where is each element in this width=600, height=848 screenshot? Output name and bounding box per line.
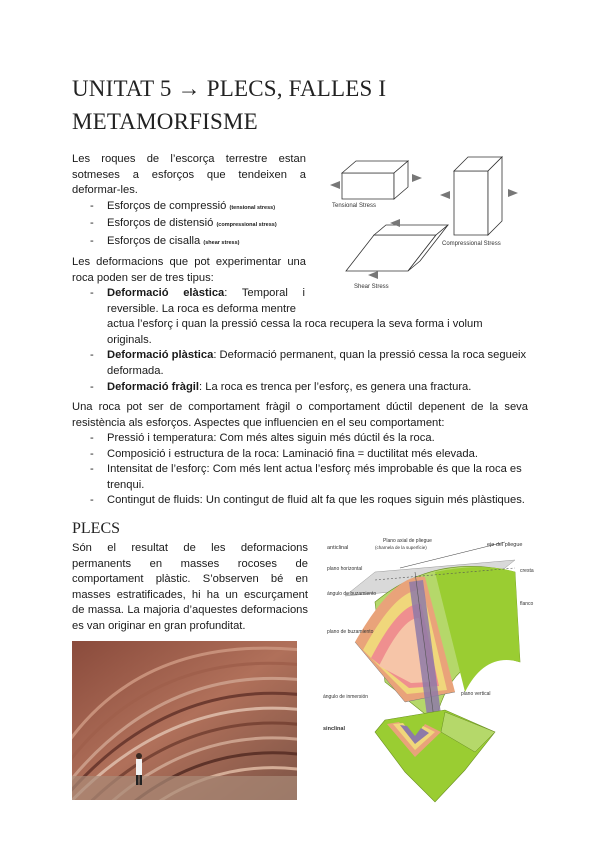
list-item: - Esforços de cisalla (shear stress)	[90, 234, 306, 252]
axial-plane-sub-label: (charnela de la superficie)	[375, 545, 427, 550]
deformations-list	[90, 286, 528, 395]
list-item: - Composició i estructura de la roca: Laminació fina = ductilitat més elevada.	[90, 447, 528, 463]
plastic-term: Deformació plàstica	[107, 349, 214, 362]
fragile-term: Deformació fràgil	[107, 380, 200, 393]
page-title: UNITAT 5 → PLECS, FALLES I METAMORFISME	[72, 76, 387, 134]
behaviour-list	[90, 431, 528, 509]
hinge-label: eje del pliegue	[487, 542, 523, 548]
horizontal-label: plano horizontal	[327, 566, 363, 572]
list-item: - Intensitat de l’esforç: Com més lent actua l’esforç més improbable és que la roca es trenqui.	[90, 462, 528, 493]
flank-label: flanco	[520, 601, 534, 607]
tensional-label: Tensional Stress	[332, 203, 377, 209]
shear-label: Shear Stress	[354, 284, 389, 290]
limb-label: plano de buzamiento	[327, 629, 374, 635]
fold-diagram	[315, 532, 548, 814]
axial-plane-label: Plano axial de pliegue	[383, 538, 432, 544]
plunge-angle-label: ángulo de inmersión	[323, 694, 369, 700]
intro-paragraph: Les roques de l’escorça terrestre estan sotmeses a esforços que tendeixen a deformar-les.	[72, 153, 306, 197]
syncline-diagram	[375, 710, 495, 802]
section-heading-plecs: PLECS	[72, 520, 121, 537]
stress-list	[90, 199, 306, 252]
list-item: - Esforços de compressió (tensional stress)	[90, 199, 306, 217]
crest-label: cresta	[520, 568, 534, 574]
sinclinal-label: sinclinal	[323, 726, 346, 732]
deformations-intro: Les deformacions que pot experimentar una roca poden ser de tres tipus:	[72, 256, 306, 284]
list-item: - Contingut de fluids: Un contingut de fluid alt fa que les roques siguin més plàstiques.	[90, 493, 528, 509]
list-item: - Esforços de distensió (compressional stress)	[90, 216, 306, 234]
list-item: - Deformació fràgil: La roca es trenca per l’esforç, es genera una fractura.	[90, 380, 528, 396]
elastic-term: Deformació elàstica	[107, 287, 225, 299]
intro-section	[72, 152, 306, 252]
vertical-label: plano vertical	[461, 691, 491, 697]
anticlinal-label: anticlinal	[327, 545, 349, 551]
dip-angle-label: ángulo de buzamiento	[327, 591, 377, 597]
list-item: - Deformació plàstica: Deformació permanent, quan la pressió cessa la roca segueix deformada.	[90, 348, 528, 379]
plecs-paragraph: Són el resultat de les deformacions permanents en masses rocoses de comportament plàstic. S’observen bé en masses estratificades, hi ha un escurçament de massa. La majoria d’aquestes deformacions es van originar en gran profunditat.	[72, 542, 308, 632]
compressional-label: Compressional Stress	[442, 241, 501, 247]
stress-diagram	[330, 145, 530, 290]
folded-rock-photo	[72, 641, 297, 800]
behaviour-paragraph: Una roca pot ser de comportament fràgil o comportament dúctil depenent de la seva resistència als esforços. Aspectes que influencien en el seu comportament:	[72, 401, 528, 429]
list-item: - Pressió i temperatura: Com més altes siguin més dúctil és la roca.	[90, 431, 528, 447]
list-item: - Deformació elàstica: Temporal i reversible. La roca es deforma mentre actua l’esforç i quan la pressió cessa la roca recupera la seva forma i volum originals.	[90, 286, 528, 348]
